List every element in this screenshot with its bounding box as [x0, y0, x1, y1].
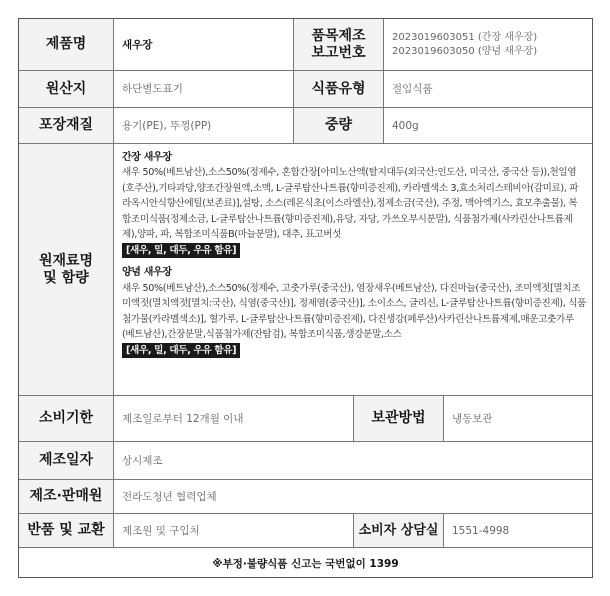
product-name-value: 새우장 [114, 19, 294, 71]
weight-label: 중량 [294, 108, 384, 144]
mfg-date-label: 제조일자 [19, 442, 114, 480]
origin-value: 하단별도표기 [114, 71, 294, 108]
packaging-label: 포장재질 [19, 108, 114, 144]
report-number-value: 2023019603051 (간장 새우장) 2023019603050 (양념 새우장) [384, 19, 592, 71]
returns-value: 제조원 및 구입처 [114, 514, 354, 548]
spicy-shrimp-ingredients: 새우 50%(베트남산),소스50%(정제수, 고춧가루(중국산), 염장새우(베트남산), 다진마늘(중국산), 조미액젓[멸치조미액젓(멸치액젓[멸치:국산), 식염(중국산)], 정제염(중국산)], 소이소스, 글리신, L-글루탐산나트륨(향미증진제), 식품첨가물(카라멜색소)], 혈가루, L-글루탐산나트륨(향미증진제), 다진생강(페루산)사카린산나트륨제제,매운고춧가루(베트남산),간장분말,식품첨가제(잔탐검), 복합조미식품,생강분말,소스 [122, 282, 586, 341]
manufacturer-label: 제조·판매원 [19, 480, 114, 514]
returns-label: 반품 및 교환 [19, 514, 114, 548]
ingredients-value [114, 144, 592, 396]
mfg-date-value: 상시제조 [114, 442, 592, 480]
storage-label: 보관방법 [354, 396, 444, 442]
product-name-label: 제품명 [19, 19, 114, 71]
spicy-shrimp-allergy-badge: [새우, 밀, 대두, 우유 함유] [122, 343, 240, 358]
soy-shrimp-title: 간장 새우장 [122, 152, 172, 163]
food-type-label: 식품유형 [294, 71, 384, 108]
soy-shrimp-ingredients: 새우 50%(베트남산),소스50%(정제수, 혼합간장[아미노산액(탈지대두(외국산:인도산, 미국산, 중국산 등)),천일염(호주산),기타과당,양조간장원액,소맥, L-글루탐산나트륨(향미증진제), 카라멜색소 3,효소처리스테비아(감미료), 파라옥시안식향산에틸(보존료)],설탕, 소스(레몬식초(이스라엘산),정제소금(국산), 주정, 맥아엑기스, 효모추출물), 복합조미식품(정제소금, L-글루탐산나트륨(향미증진제),유당, 자당, 가쓰오부시분말), 식품첨가제(사카린산나트륨제제),양파, 파, 복합조미식품B(마늘분말), 대추, 표고버섯 [122, 167, 579, 241]
consumer-center-label: 소비자 상담실 [354, 514, 444, 548]
storage-value: 냉동보관 [444, 396, 592, 442]
fraud-report-notice: ※부정·불량식품 신고는 국번없이 1399 [212, 557, 399, 570]
spicy-shrimp-title: 양념 새우장 [122, 267, 172, 279]
consumer-center-phone: 1551-4998 [444, 514, 592, 548]
shelf-life-value: 제조일로부터 12개월 이내 [114, 396, 354, 442]
product-info-table [18, 18, 593, 578]
origin-label: 원산지 [19, 71, 114, 108]
weight-value: 400g [384, 108, 592, 144]
manufacturer-value: 전라도청년 협력업체 [114, 480, 592, 514]
shelf-life-label: 소비기한 [19, 396, 114, 442]
food-type-value: 절임식품 [384, 71, 592, 108]
report-number-label: 품목제조 보고번호 [294, 19, 384, 71]
packaging-value: 용기(PE), 뚜껑(PP) [114, 108, 294, 144]
soy-shrimp-allergy-badge: [새우, 밀, 대두, 우유 함유] [122, 243, 240, 258]
ingredients-label: 원재료명 및 함량 [19, 144, 114, 396]
